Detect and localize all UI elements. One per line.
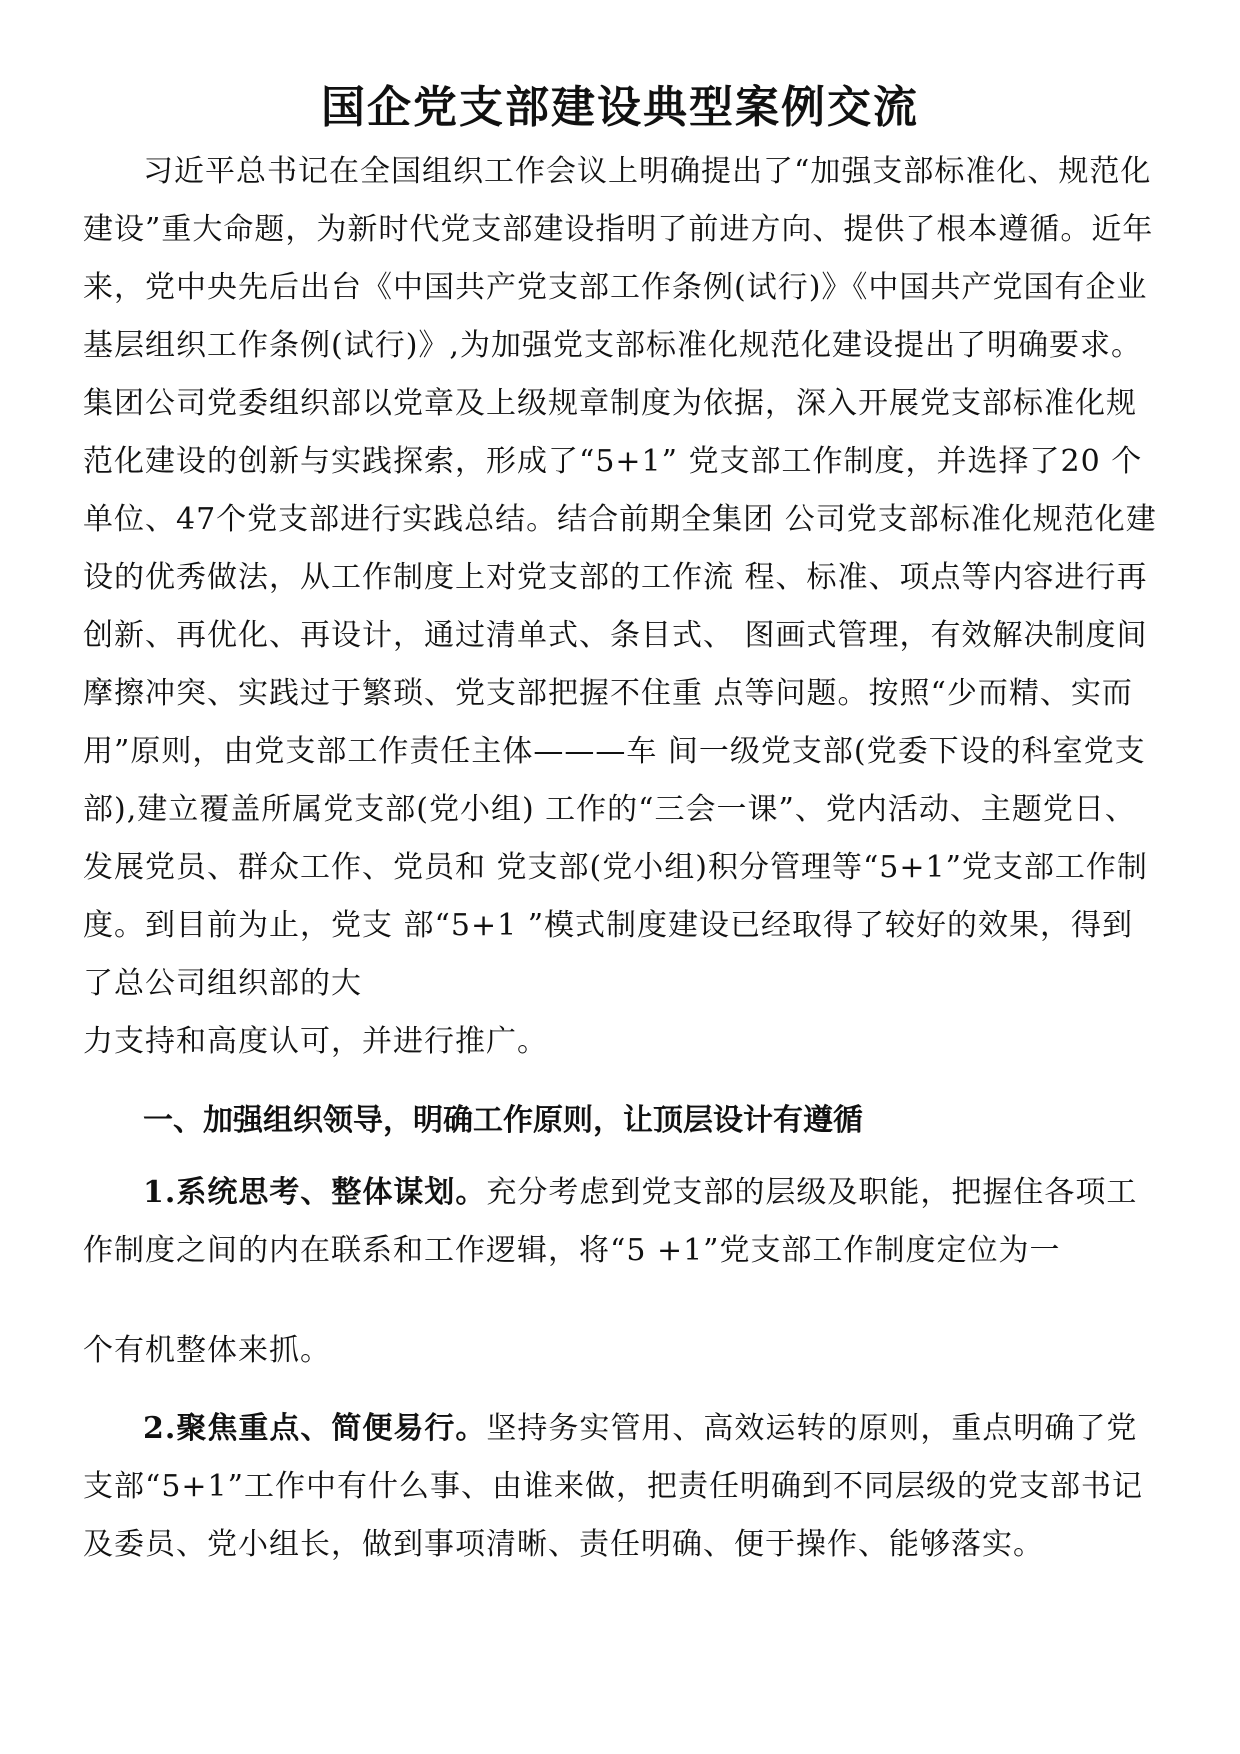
- item-1-paragraph: [83, 1164, 1161, 1280]
- item-2-lead: 2.聚焦重点、简便易行。: [143, 1411, 487, 1446]
- item-1-tail: 个有机整体来抓。: [83, 1333, 331, 1368]
- intro-paragraph-tail: 力支持和高度认可，并进行推广。: [83, 1024, 548, 1059]
- section-1-heading: 一、加强组织领导，明确工作原则，让顶层设计有遵循: [143, 1103, 863, 1138]
- item-2-paragraph: [83, 1400, 1161, 1574]
- item-1-text: 充分考虑到党支部的层级及职能，把握住各项工作制度之间的内在联系和工作逻辑，将“5 +1”党支部工作制度定位为一: [83, 1175, 1138, 1268]
- intro-paragraph-text: 习近平总书记在全国组织工作会议上明确提出了“加强支部标准化、规范化建设”重大命题，为新时代党支部建设指明了前进方向、提供了根本遵循。近年来，党中央先后出台《中国共产党支部工作条例(试行)》《中国共产党国有企业基层组织工作条例(试行)》,为加强党支部标准化规范化建设提出了明确要求。集团公司党委组织部以党章及上级规章制度为依据，深入开展党支部标准化规范化建设的创新与实践探索，形成了“5+1” 党支部工作制度，并选择了20 个单位、47个党支部进行实践总结。结合前期全集团 公司党支部标准化规范化建设的优秀做法，从工作制度上对党支部的工作流 程、标准、项点等内容进行再创新、再优化、再设计，通过清单式、条目式、 图画式管理，有效解决制度间摩擦冲突、实践过于繁琐、党支部把握不住重 点等问题。按照“少而精、实而用”原则，由党支部工作责任主体———车 间一级党支部(党委下设的科室党支部),建立覆盖所属党支部(党小组) 工作的“三会一课”、党内活动、主题党日、发展党员、群众工作、党员和 党支部(党小组)积分管理等“5+1”党支部工作制度。到目前为止，党支 部“5+1 ”模式制度建设已经取得了较好的效果，得到了总公司组织部的大: [83, 154, 1157, 1001]
- intro-paragraph: [83, 143, 1161, 1071]
- item-2-text: 坚持务实管用、高效运转的原则，重点明确了党支部“5+1”工作中有什么事、由谁来做，把责任明确到不同层级的党支部书记及委员、党小组长，做到事项清晰、责任明确、便于操作、能够落实。: [83, 1411, 1143, 1562]
- document-title: 国企党支部建设典型案例交流: [321, 82, 919, 133]
- item-1-lead: 1.系统思考、整体谋划。: [143, 1175, 487, 1210]
